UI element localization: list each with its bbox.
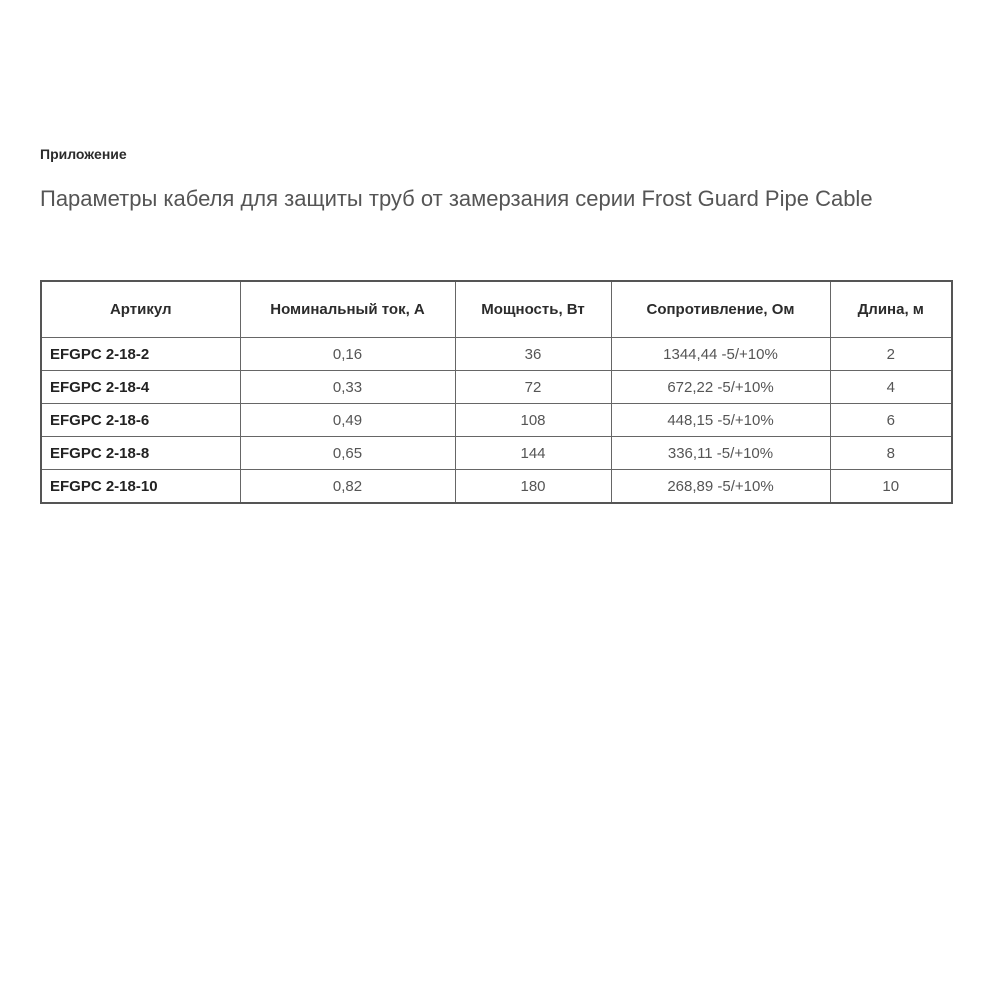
section-label: Приложение	[40, 146, 127, 162]
cell-resistance: 448,15 -5/+10%	[611, 404, 830, 437]
table-header	[41, 281, 952, 338]
cell-rated-current: 0,82	[240, 470, 455, 504]
cell-length: 2	[830, 338, 952, 371]
cell-length: 10	[830, 470, 952, 504]
table-row	[41, 371, 952, 404]
cell-power: 72	[455, 371, 611, 404]
header-power: Мощность, Вт	[455, 281, 611, 338]
cell-power: 144	[455, 437, 611, 470]
cable-parameters-table-container	[40, 280, 951, 504]
document-title: Параметры кабеля для защиты труб от замерзания серии Frost Guard Pipe Cable	[40, 186, 873, 211]
cable-parameters-table	[40, 280, 953, 504]
cell-resistance: 672,22 -5/+10%	[611, 371, 830, 404]
header-resistance: Сопротивление, Ом	[611, 281, 830, 338]
cell-resistance: 336,11 -5/+10%	[611, 437, 830, 470]
table-row	[41, 404, 952, 437]
cell-power: 108	[455, 404, 611, 437]
table-row	[41, 470, 952, 504]
cell-article: EFGPC 2-18-10	[41, 470, 240, 504]
cell-resistance: 1344,44 -5/+10%	[611, 338, 830, 371]
table-body	[41, 338, 952, 504]
cell-article: EFGPC 2-18-6	[41, 404, 240, 437]
cell-power: 36	[455, 338, 611, 371]
header-article: Артикул	[41, 281, 240, 338]
cell-power: 180	[455, 470, 611, 504]
cell-article: EFGPC 2-18-4	[41, 371, 240, 404]
cell-article: EFGPC 2-18-8	[41, 437, 240, 470]
table-row	[41, 437, 952, 470]
cell-length: 6	[830, 404, 952, 437]
cell-resistance: 268,89 -5/+10%	[611, 470, 830, 504]
cell-length: 4	[830, 371, 952, 404]
table-row	[41, 338, 952, 371]
header-length: Длина, м	[830, 281, 952, 338]
header-row	[41, 281, 952, 338]
cell-rated-current: 0,16	[240, 338, 455, 371]
header-rated-current: Номинальный ток, А	[240, 281, 455, 338]
cell-article: EFGPC 2-18-2	[41, 338, 240, 371]
cell-rated-current: 0,49	[240, 404, 455, 437]
cell-rated-current: 0,33	[240, 371, 455, 404]
cell-rated-current: 0,65	[240, 437, 455, 470]
cell-length: 8	[830, 437, 952, 470]
